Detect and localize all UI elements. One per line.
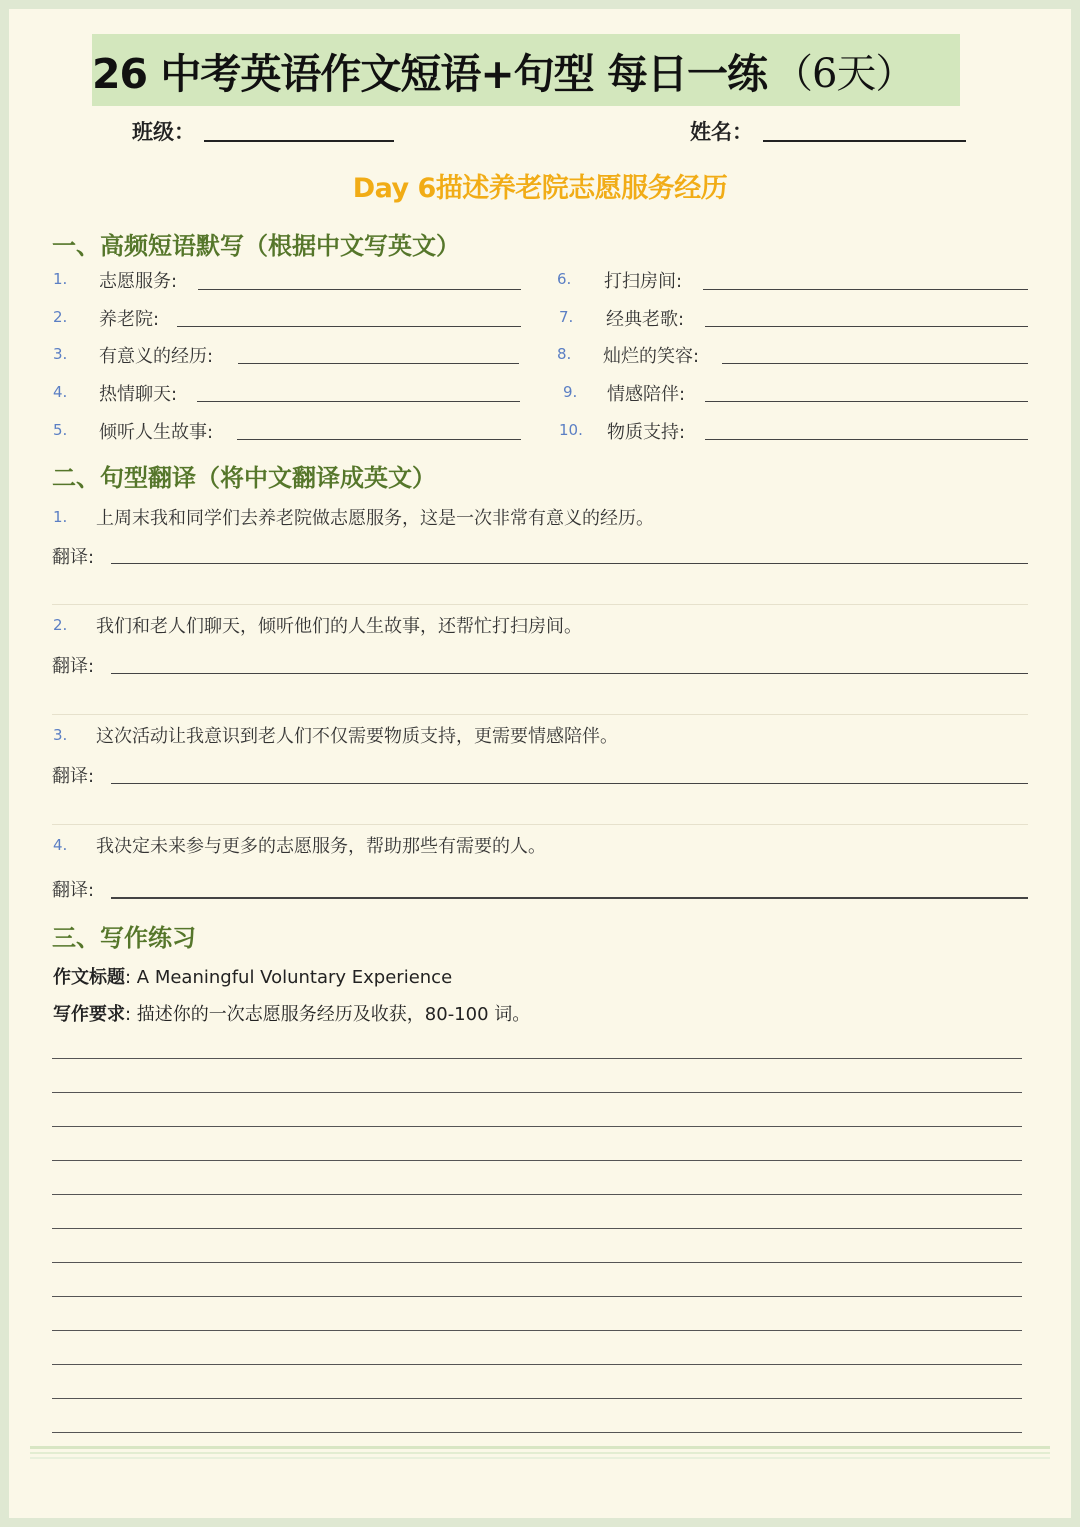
- footer-stripe: [30, 1452, 1050, 1454]
- phrase-answer-field[interactable]: [705, 439, 1028, 440]
- requirement-value: : 描述你的一次志愿服务经历及收获，80-100 词。: [125, 1004, 531, 1025]
- phrase-label: 情感陪伴:: [607, 384, 686, 405]
- page-title: [92, 34, 960, 106]
- translate-label: 翻译:: [52, 880, 95, 901]
- sentence-number: 1.: [53, 508, 68, 526]
- phrase-number: 5.: [53, 421, 68, 439]
- writing-line[interactable]: [52, 1194, 1022, 1195]
- translate-label: 翻译:: [52, 766, 95, 787]
- phrase-number: 3.: [53, 345, 68, 363]
- phrase-number: 4.: [53, 383, 68, 401]
- writing-line[interactable]: [52, 1228, 1022, 1229]
- sentence-text: 这次活动让我意识到老人们不仅需要物质支持，更需要情感陪伴。: [96, 726, 618, 747]
- section1-heading: 一、高频短语默写（根据中文写英文）: [52, 232, 460, 260]
- sentence-number: 4.: [53, 836, 68, 854]
- phrase-answer-field[interactable]: [705, 326, 1028, 327]
- phrase-answer-field[interactable]: [237, 439, 521, 440]
- phrase-number: 8.: [557, 345, 572, 363]
- essay-requirement: [53, 1000, 530, 1026]
- phrase-answer-field[interactable]: [198, 289, 521, 290]
- sentence-number: 2.: [53, 616, 68, 634]
- phrase-label: 有意义的经历:: [99, 346, 214, 367]
- writing-line[interactable]: [52, 1398, 1022, 1399]
- phrase-answer-field[interactable]: [238, 363, 519, 364]
- footer-stripe: [30, 1457, 1050, 1459]
- phrase-number: 2.: [53, 308, 68, 326]
- footer-stripe: [30, 1446, 1050, 1449]
- writing-line[interactable]: [52, 1160, 1022, 1161]
- phrase-answer-field[interactable]: [703, 289, 1028, 290]
- writing-line[interactable]: [52, 1432, 1022, 1433]
- essay-topic: [53, 963, 452, 989]
- writing-line[interactable]: [52, 1364, 1022, 1365]
- writing-line[interactable]: [52, 1058, 1022, 1059]
- translate-label: 翻译:: [52, 656, 95, 677]
- writing-line[interactable]: [52, 1296, 1022, 1297]
- phrase-number: 10.: [559, 421, 583, 439]
- phrase-label: 志愿服务:: [99, 271, 178, 292]
- sentence-text: 我决定未来参与更多的志愿服务，帮助那些有需要的人。: [96, 836, 546, 857]
- translation-answer-field[interactable]: [111, 673, 1028, 674]
- title-main: 26 中考英语作文短语+句型 每日一练: [92, 49, 767, 98]
- section3-heading: 三、写作练习: [52, 924, 196, 952]
- phrase-answer-field[interactable]: [705, 401, 1028, 402]
- translation-answer-field[interactable]: [111, 563, 1028, 564]
- phrase-label: 热情聊天:: [99, 384, 178, 405]
- title-days: （6天）: [772, 50, 915, 97]
- writing-line[interactable]: [52, 1330, 1022, 1331]
- phrase-number: 6.: [557, 270, 572, 288]
- divider: [52, 604, 1028, 605]
- sentence-number: 3.: [53, 726, 68, 744]
- writing-line[interactable]: [52, 1092, 1022, 1093]
- requirement-label: 写作要求: [53, 1004, 125, 1025]
- phrase-answer-field[interactable]: [177, 326, 521, 327]
- day-title: Day 6描述养老院志愿服务经历: [352, 173, 728, 204]
- phrase-number: 9.: [563, 383, 578, 401]
- phrase-label: 倾听人生故事:: [99, 422, 214, 443]
- section2-heading: 二、句型翻译（将中文翻译成英文）: [52, 464, 436, 492]
- phrase-number: 7.: [559, 308, 574, 326]
- phrase-label: 物质支持:: [607, 422, 686, 443]
- phrase-label: 养老院:: [99, 309, 160, 330]
- translation-answer-field[interactable]: [111, 897, 1028, 899]
- divider: [52, 714, 1028, 715]
- phrase-label: 经典老歌:: [606, 309, 685, 330]
- divider: [52, 824, 1028, 825]
- class-field[interactable]: [204, 140, 394, 142]
- topic-label: 作文标题: [53, 967, 125, 988]
- writing-line[interactable]: [52, 1126, 1022, 1127]
- phrase-answer-field[interactable]: [722, 363, 1028, 364]
- translation-answer-field[interactable]: [111, 783, 1028, 784]
- phrase-label: 灿烂的笑容:: [603, 346, 700, 367]
- writing-line[interactable]: [52, 1262, 1022, 1263]
- name-field[interactable]: [763, 140, 966, 142]
- sentence-text: 我们和老人们聊天，倾听他们的人生故事，还帮忙打扫房间。: [96, 616, 582, 637]
- phrase-label: 打扫房间:: [604, 271, 683, 292]
- translate-label: 翻译:: [52, 547, 95, 568]
- phrase-answer-field[interactable]: [197, 401, 520, 402]
- phrase-number: 1.: [53, 270, 68, 288]
- class-label: 班级：: [132, 119, 195, 144]
- topic-value: : A Meaningful Voluntary Experience: [125, 967, 453, 988]
- sentence-text: 上周末我和同学们去养老院做志愿服务，这是一次非常有意义的经历。: [96, 508, 654, 529]
- name-label: 姓名：: [690, 119, 753, 144]
